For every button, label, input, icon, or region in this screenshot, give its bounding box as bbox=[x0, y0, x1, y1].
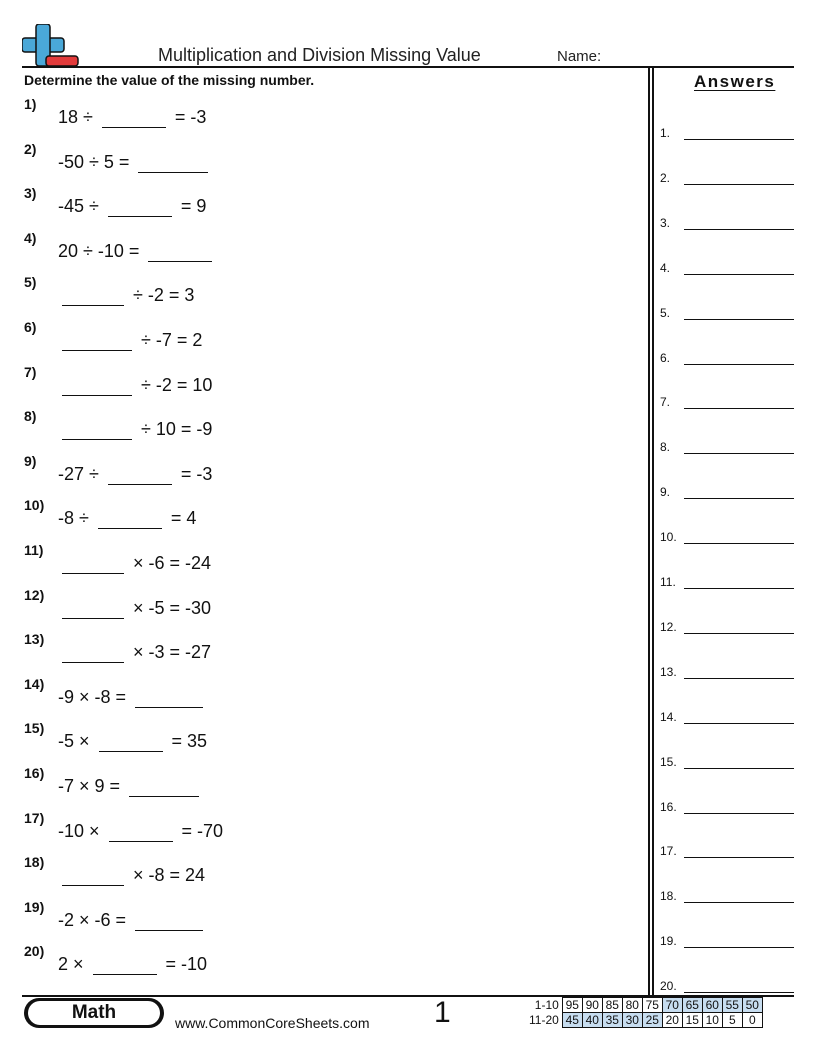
page-number: 1 bbox=[434, 996, 451, 1029]
problem-number: 11) bbox=[24, 542, 44, 558]
expression-text: -9 × -8 = bbox=[58, 686, 132, 707]
answer-line[interactable] bbox=[684, 364, 794, 365]
problem-number: 20) bbox=[24, 943, 45, 960]
answer-number: 11. bbox=[660, 575, 676, 589]
problem-number: 4) bbox=[24, 229, 37, 246]
problem-row bbox=[24, 499, 196, 529]
missing-value-blank[interactable] bbox=[62, 553, 124, 574]
problem-number: 13) bbox=[24, 631, 45, 648]
answer-slot bbox=[660, 883, 794, 903]
answer-number: 8. bbox=[660, 440, 671, 455]
score-row bbox=[527, 1013, 762, 1028]
expression-text: -5 × bbox=[58, 731, 95, 752]
answer-line[interactable] bbox=[684, 139, 794, 140]
expression-text: × -5 = -30 bbox=[128, 597, 212, 618]
problem-number: 5) bbox=[24, 274, 37, 291]
expression-text: ÷ -7 = 2 bbox=[136, 330, 203, 350]
answer-number: 14. bbox=[660, 709, 677, 724]
expression-text: × -3 = -27 bbox=[128, 642, 212, 663]
missing-value-blank[interactable] bbox=[135, 910, 203, 931]
answer-line[interactable] bbox=[684, 902, 794, 903]
expression-text: ÷ -2 = 3 bbox=[128, 285, 195, 306]
answer-number: 17. bbox=[660, 844, 677, 859]
subject-badge-label: Math bbox=[28, 1001, 160, 1025]
problem-row bbox=[24, 321, 202, 351]
name-label: Name: bbox=[557, 48, 602, 65]
answer-line[interactable] bbox=[684, 498, 794, 499]
website-link[interactable]: www.CommonCoreSheets.com bbox=[175, 1015, 370, 1031]
answer-slot bbox=[660, 973, 794, 993]
missing-value-blank[interactable] bbox=[135, 687, 203, 708]
answers-title: Answers bbox=[694, 72, 776, 91]
problem-row bbox=[24, 276, 194, 306]
score-cell: 5 bbox=[722, 1013, 742, 1028]
problem-row bbox=[24, 544, 211, 574]
problem-row bbox=[24, 140, 212, 173]
instructions: Determine the value of the missing number. bbox=[24, 72, 315, 88]
expression-text: -2 × -6 = bbox=[58, 909, 132, 930]
score-cell: 90 bbox=[582, 998, 602, 1013]
problem-number: 9) bbox=[24, 452, 37, 469]
answer-slot bbox=[660, 614, 794, 634]
answer-number: 2. bbox=[660, 170, 671, 185]
expression-text: 2 × bbox=[58, 954, 89, 975]
answer-line[interactable] bbox=[684, 274, 794, 275]
score-cell: 0 bbox=[742, 1013, 762, 1028]
expression-text: 20 ÷ -10 = bbox=[58, 240, 145, 261]
answer-number: 9. bbox=[660, 485, 671, 500]
answer-slot bbox=[660, 479, 794, 499]
header-rule bbox=[22, 66, 794, 68]
expression-text: -45 ÷ bbox=[58, 196, 104, 217]
problem-number: 1) bbox=[24, 96, 37, 112]
answer-number: 10. bbox=[660, 530, 677, 545]
answer-slot bbox=[660, 838, 794, 858]
missing-value-blank[interactable] bbox=[62, 330, 132, 351]
missing-value-blank[interactable] bbox=[108, 196, 172, 217]
expression-text: -50 ÷ 5 = bbox=[58, 151, 135, 172]
answer-number: 20. bbox=[660, 979, 677, 994]
problem-number: 18) bbox=[24, 854, 45, 871]
answer-line[interactable] bbox=[684, 319, 794, 320]
problem-number: 19) bbox=[24, 898, 45, 915]
score-cell: 95 bbox=[562, 998, 582, 1013]
answer-line[interactable] bbox=[684, 229, 794, 230]
missing-value-blank[interactable] bbox=[109, 821, 173, 842]
answer-line[interactable] bbox=[684, 992, 794, 993]
missing-value-blank[interactable] bbox=[138, 152, 208, 173]
answer-slot bbox=[660, 704, 794, 724]
answer-slot bbox=[660, 749, 794, 769]
score-row-label: 11-20 bbox=[529, 1013, 559, 1027]
missing-value-blank[interactable] bbox=[62, 375, 132, 396]
expression-text: × -8 = 24 bbox=[128, 865, 206, 886]
missing-value-blank[interactable] bbox=[148, 241, 212, 262]
problem-row bbox=[24, 633, 211, 663]
answer-number: 6. bbox=[660, 350, 671, 365]
expression-text: -10 × bbox=[58, 820, 105, 841]
problem-number: 7) bbox=[24, 363, 37, 380]
answer-line[interactable] bbox=[684, 813, 794, 814]
answer-slot bbox=[660, 389, 794, 409]
answer-number: 12. bbox=[660, 619, 677, 634]
answer-line[interactable] bbox=[684, 453, 794, 454]
score-cell: 35 bbox=[602, 1013, 622, 1028]
expression-text: = -70 bbox=[176, 820, 224, 841]
expression-text: ÷ -2 = 10 bbox=[136, 374, 213, 395]
answer-slot bbox=[660, 569, 794, 589]
answer-slot bbox=[660, 345, 794, 365]
expression-text: = 35 bbox=[166, 731, 208, 752]
answer-number: 1. bbox=[660, 126, 671, 140]
answer-slot bbox=[660, 928, 794, 948]
problem-number: 6) bbox=[24, 319, 37, 335]
worksheet-title: Multiplication and Division Missing Value bbox=[158, 45, 481, 65]
problem-row bbox=[24, 675, 207, 708]
answer-slot bbox=[660, 120, 794, 140]
expression-text: ÷ 10 = -9 bbox=[136, 419, 213, 440]
problem-row bbox=[24, 809, 224, 842]
subject-badge bbox=[24, 998, 164, 1028]
answer-number: 16. bbox=[660, 799, 677, 814]
problem-row bbox=[24, 229, 216, 262]
missing-value-blank[interactable] bbox=[129, 776, 199, 797]
answer-number: 13. bbox=[660, 664, 677, 679]
problem-row bbox=[24, 945, 207, 975]
answer-slot bbox=[660, 434, 794, 454]
answer-line[interactable] bbox=[684, 857, 794, 858]
score-table bbox=[527, 997, 763, 1028]
score-cell: 75 bbox=[642, 998, 662, 1013]
logo-icon bbox=[22, 24, 80, 68]
expression-text: -7 × 9 = bbox=[58, 776, 126, 796]
score-cell: 50 bbox=[742, 998, 762, 1013]
problem-number: 14) bbox=[24, 675, 45, 692]
expression-text: = 9 bbox=[175, 196, 207, 217]
missing-value-blank[interactable] bbox=[102, 107, 166, 128]
problem-number: 16) bbox=[24, 765, 45, 781]
problem-number: 12) bbox=[24, 586, 45, 603]
missing-value-blank[interactable] bbox=[108, 464, 172, 485]
answer-line[interactable] bbox=[684, 633, 794, 634]
score-cell: 60 bbox=[702, 998, 722, 1013]
score-cell: 40 bbox=[582, 1013, 602, 1028]
expression-text: = -3 bbox=[169, 107, 207, 127]
missing-value-blank[interactable] bbox=[62, 419, 132, 440]
answer-slot bbox=[660, 794, 794, 814]
answer-number: 19. bbox=[660, 934, 677, 949]
missing-value-blank[interactable] bbox=[93, 954, 157, 975]
missing-value-blank[interactable] bbox=[62, 642, 124, 663]
answer-slot bbox=[660, 255, 794, 275]
answer-number: 7. bbox=[660, 395, 671, 410]
answer-number: 5. bbox=[660, 305, 671, 320]
answer-line[interactable] bbox=[684, 588, 794, 589]
answer-number: 15. bbox=[660, 754, 677, 769]
answer-line[interactable] bbox=[684, 543, 794, 544]
expression-text: = -10 bbox=[160, 954, 208, 975]
score-cell: 85 bbox=[602, 998, 622, 1013]
answer-number: 18. bbox=[660, 889, 677, 904]
answer-slot bbox=[660, 165, 794, 185]
problem-row bbox=[24, 98, 206, 128]
answer-slot bbox=[660, 210, 794, 230]
problem-number: 17) bbox=[24, 809, 45, 826]
answer-line[interactable] bbox=[684, 768, 794, 769]
answer-line[interactable] bbox=[684, 408, 794, 409]
answer-line[interactable] bbox=[684, 678, 794, 679]
problem-number: 10) bbox=[24, 497, 45, 514]
score-cell: 30 bbox=[622, 1013, 642, 1028]
answer-number: 3. bbox=[660, 215, 671, 230]
problem-row bbox=[24, 767, 203, 797]
score-cell: 70 bbox=[662, 998, 682, 1013]
answer-line[interactable] bbox=[684, 947, 794, 948]
problem-row bbox=[24, 856, 205, 886]
score-cell: 10 bbox=[702, 1013, 722, 1028]
expression-text: -27 ÷ bbox=[58, 463, 104, 484]
missing-value-blank[interactable] bbox=[99, 731, 163, 752]
answer-line[interactable] bbox=[684, 184, 794, 185]
problem-number: 15) bbox=[24, 720, 45, 737]
answer-slot bbox=[660, 300, 794, 320]
score-cell: 45 bbox=[562, 1013, 582, 1028]
score-row bbox=[527, 998, 762, 1013]
missing-value-blank[interactable] bbox=[62, 865, 124, 886]
expression-text: 18 ÷ bbox=[58, 107, 98, 127]
answer-slot bbox=[660, 659, 794, 679]
expression-text: = 4 bbox=[165, 508, 197, 529]
answer-line[interactable] bbox=[684, 723, 794, 724]
expression-text: = -3 bbox=[175, 463, 213, 484]
problem-row bbox=[24, 722, 207, 752]
score-cell: 55 bbox=[722, 998, 742, 1013]
problem-number: 3) bbox=[24, 185, 37, 202]
missing-value-blank[interactable] bbox=[98, 508, 162, 529]
answer-number: 4. bbox=[660, 260, 671, 275]
expression-text: -8 ÷ bbox=[58, 508, 94, 529]
problem-row bbox=[24, 452, 213, 485]
problem-row bbox=[24, 363, 213, 396]
problem-number: 8) bbox=[24, 408, 37, 425]
problem-number: 2) bbox=[24, 140, 37, 157]
score-cell: 65 bbox=[682, 998, 702, 1013]
column-divider bbox=[648, 66, 654, 996]
missing-value-blank[interactable] bbox=[62, 285, 124, 306]
problem-row bbox=[24, 586, 212, 619]
score-cell: 20 bbox=[662, 1013, 682, 1028]
score-cell: 80 bbox=[622, 998, 642, 1013]
missing-value-blank[interactable] bbox=[62, 598, 124, 619]
score-cell: 25 bbox=[642, 1013, 662, 1028]
score-cell: 15 bbox=[682, 1013, 702, 1028]
expression-text: × -6 = -24 bbox=[128, 553, 212, 573]
problem-row bbox=[24, 898, 207, 931]
problem-row bbox=[24, 410, 212, 440]
problem-row bbox=[24, 187, 206, 217]
answer-slot bbox=[660, 524, 794, 544]
score-row-label: 1-10 bbox=[534, 998, 559, 1012]
